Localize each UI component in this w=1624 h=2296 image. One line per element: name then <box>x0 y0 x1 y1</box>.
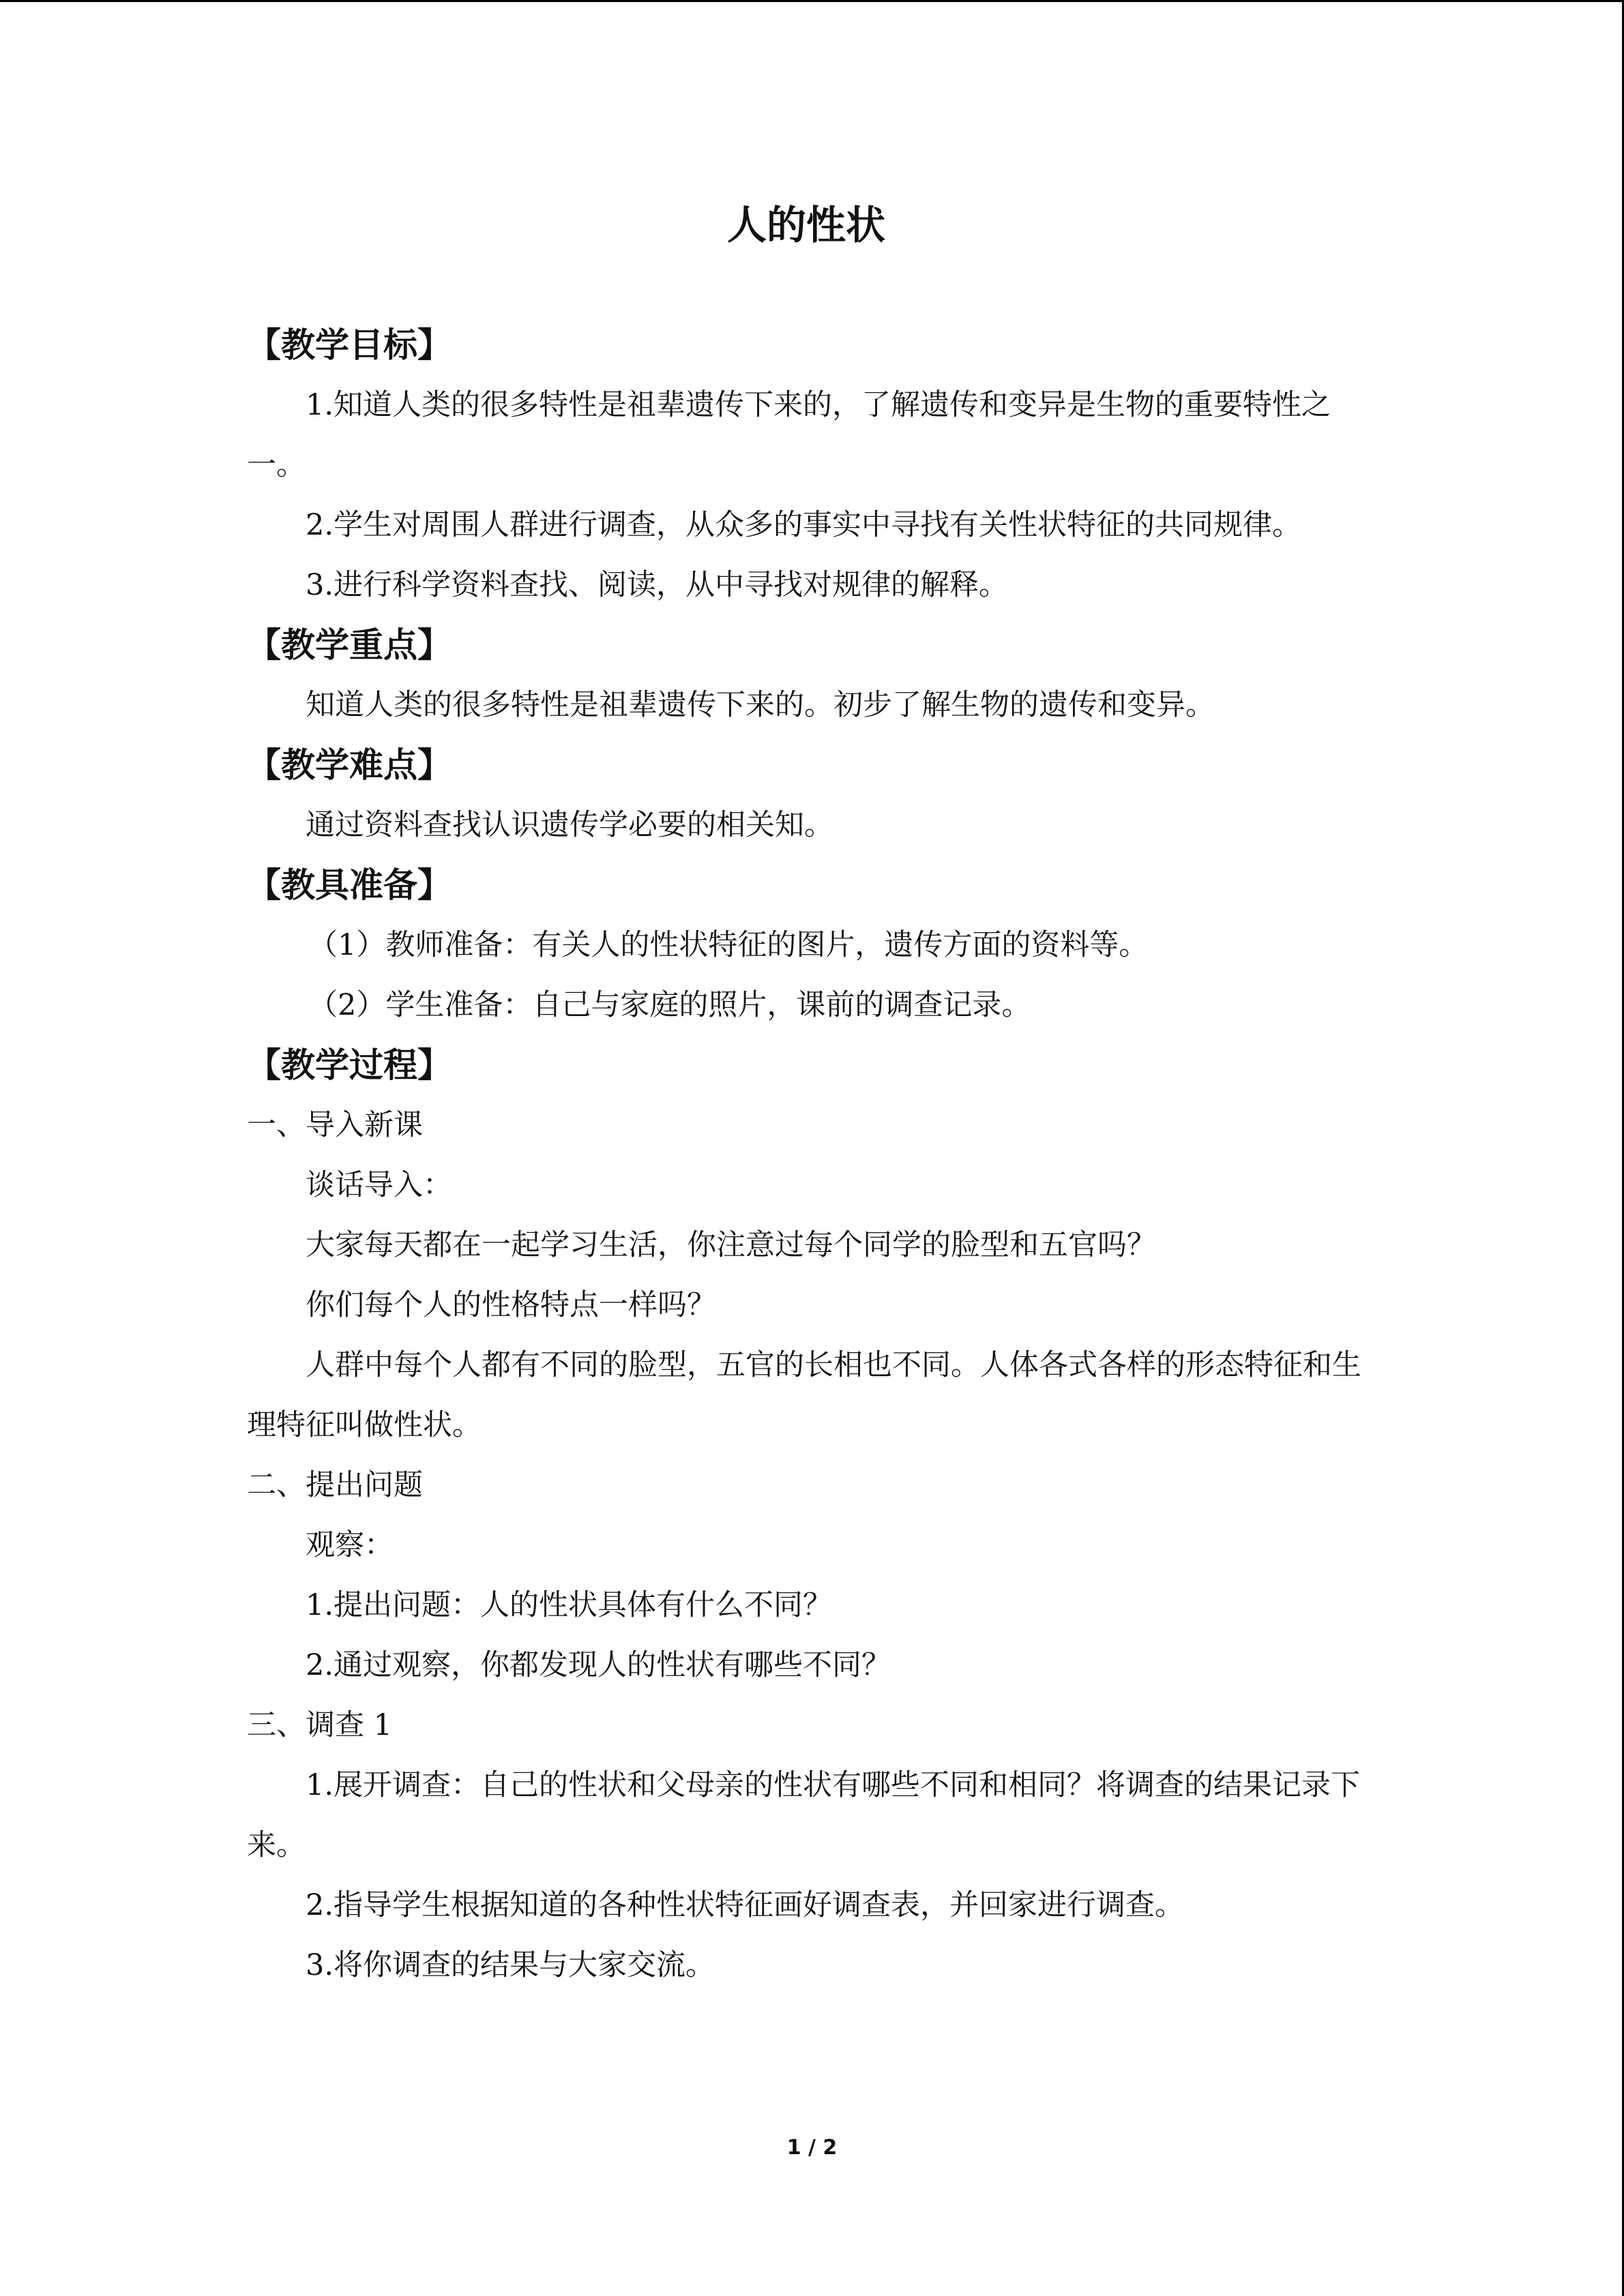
objective-item: 2.学生对周围人群进行调查，从众多的事实中寻找有关性状特征的共同规律。 <box>306 508 1302 542</box>
preparation-heading: 【教具准备】 <box>247 865 452 905</box>
document-body <box>247 198 1365 1995</box>
objectives-heading: 【教学目标】 <box>247 325 452 365</box>
process-line: 1.展开调查：自己的性状和父母亲的性状有哪些不同和相同？将调查的结果记录下来。 <box>247 1768 1361 1862</box>
process-line: 大家每天都在一起学习生活，你注意过每个同学的脸型和五官吗？ <box>306 1228 1156 1262</box>
page-indicator: 1 / 2 <box>786 2136 838 2160</box>
preparation-item: （1）教师准备：有关人的性状特征的图片，遗传方面的资料等。 <box>308 928 1149 962</box>
page-border-top <box>0 0 1624 2</box>
process-line: 2.通过观察，你都发现人的性状有哪些不同？ <box>306 1648 891 1682</box>
process-heading: 【教学过程】 <box>247 1045 452 1085</box>
process-line: 2.指导学生根据知道的各种性状特征画好调查表，并回家进行调查。 <box>306 1888 1185 1922</box>
document-title: 人的性状 <box>726 202 885 248</box>
process-line: 谈话导入： <box>306 1168 452 1202</box>
process-part1-heading: 一、导入新课 <box>247 1108 423 1142</box>
process-part3-heading: 三、调查 1 <box>247 1708 393 1742</box>
process-line: 你们每个人的性格特点一样吗？ <box>306 1288 716 1322</box>
difficulties-heading: 【教学难点】 <box>247 745 452 785</box>
preparation-item: （2）学生准备：自己与家庭的照片，课前的调查记录。 <box>308 988 1031 1022</box>
process-line: 人群中每个人都有不同的脸型，五官的长相也不同。人体各式各样的形态特征和生理特征叫做性状。 <box>247 1348 1361 1442</box>
process-line: 1.提出问题：人的性状具体有什么不同？ <box>306 1588 833 1622</box>
difficulties-text: 通过资料查找认识遗传学必要的相关知。 <box>306 808 833 842</box>
objective-item: 1.知道人类的很多特性是祖辈遗传下来的，了解遗传和变异是生物的重要特性之一。 <box>247 388 1331 482</box>
process-line: 观察： <box>306 1528 394 1562</box>
key-points-heading: 【教学重点】 <box>247 625 452 665</box>
process-line: 3.将你调查的结果与大家交流。 <box>306 1948 715 1982</box>
process-part2-heading: 二、提出问题 <box>247 1468 423 1502</box>
key-points-text: 知道人类的很多特性是祖辈遗传下来的。初步了解生物的遗传和变异。 <box>306 688 1215 722</box>
objective-item: 3.进行科学资料查找、阅读，从中寻找对规律的解释。 <box>306 568 1009 602</box>
